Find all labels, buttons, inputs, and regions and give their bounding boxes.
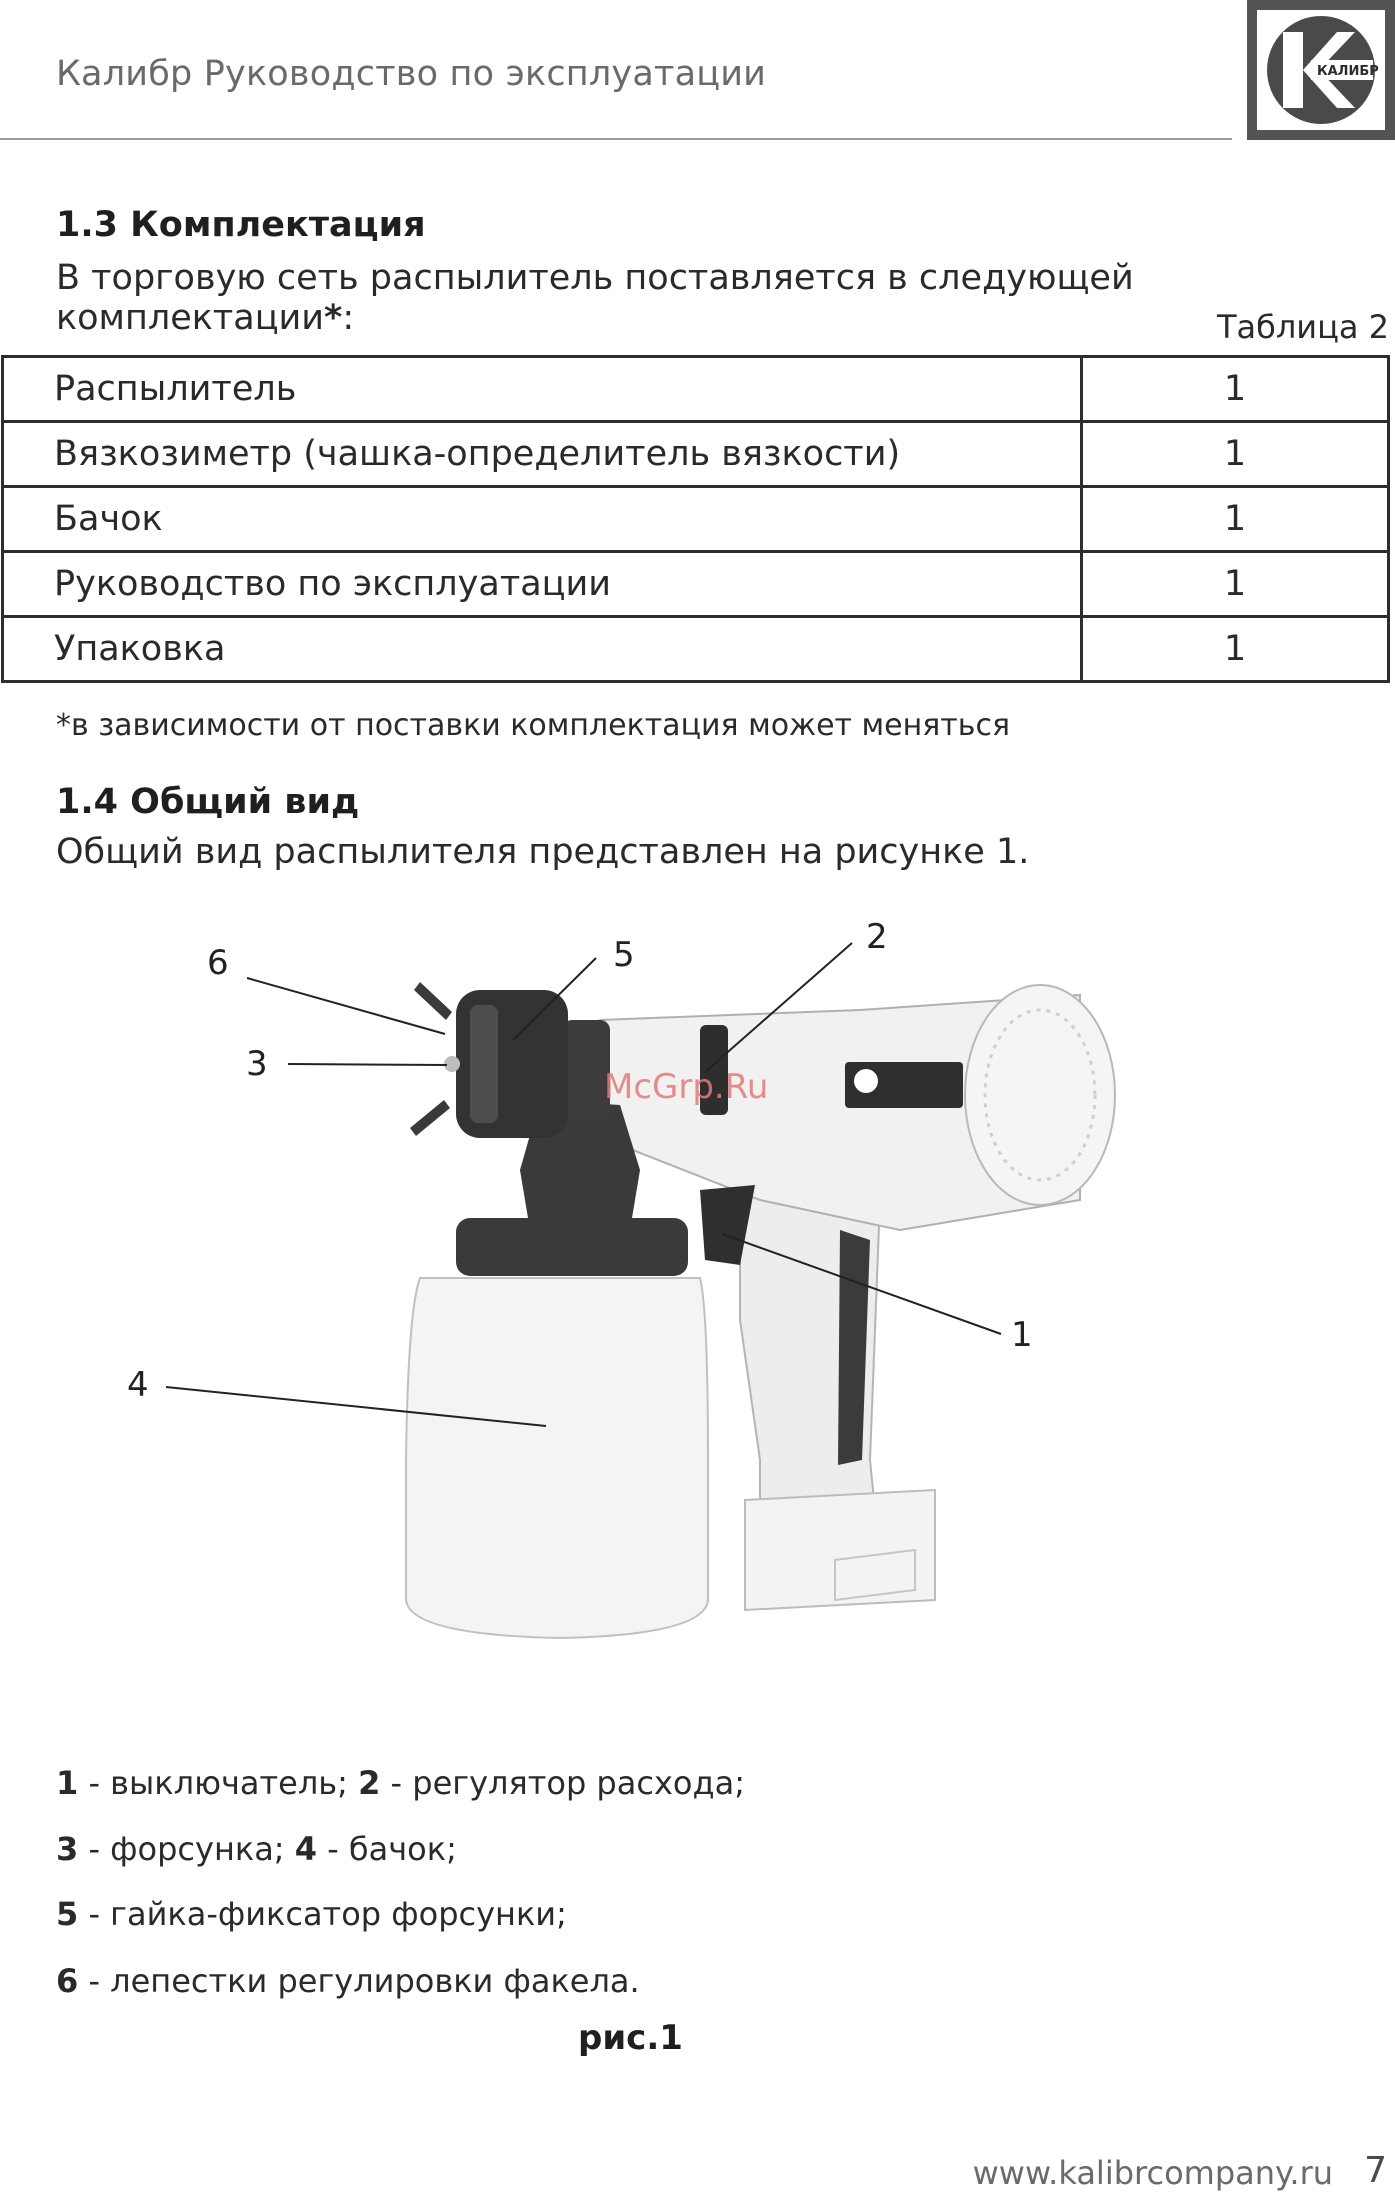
- table-cell-qty: 1: [1082, 617, 1389, 682]
- section-heading-general-view: 1.4 Общий вид: [56, 782, 360, 822]
- document-header-title: Калибр Руководство по эксплуатации: [56, 54, 767, 94]
- legend-text: - лепестки регулировки факела.: [78, 1962, 640, 2000]
- callout-label-4: 4: [127, 1365, 149, 1405]
- callout-line-6: [247, 978, 445, 1034]
- kit-intro: [56, 258, 1395, 338]
- table-cell-qty: 1: [1082, 357, 1389, 422]
- table-row: [3, 422, 1389, 487]
- legend-line: [56, 1895, 567, 1933]
- legend-text: - выключатель;: [78, 1764, 359, 1802]
- legend-number: 2: [358, 1764, 381, 1802]
- page-number: 7: [1364, 2150, 1387, 2191]
- kalibr-logo: [1247, 0, 1395, 140]
- legend-line: [56, 1830, 457, 1868]
- kit-table: [1, 355, 1390, 683]
- kit-intro-colon: :: [342, 298, 355, 338]
- section-heading-kit: 1.3 Комплектация: [56, 205, 426, 245]
- legend-number: 5: [56, 1895, 79, 1933]
- table-cell-item: Вязкозиметр (чашка-определитель вязкости): [3, 422, 1082, 487]
- legend-number: 6: [56, 1962, 79, 2000]
- kit-footnote: *в зависимости от поставки комплектация может меняться: [56, 708, 1010, 743]
- callout-label-5: 5: [613, 935, 635, 975]
- footer-website: www.kalibrcompany.ru: [972, 2154, 1333, 2192]
- legend-line: [56, 1962, 640, 2000]
- general-view-text: Общий вид распылителя представлен на рисунке 1.: [56, 832, 1030, 872]
- table-cell-item: Бачок: [3, 487, 1082, 552]
- legend-number: 4: [294, 1830, 318, 1868]
- legend-text: - гайка-фиксатор форсунки;: [78, 1895, 567, 1933]
- kit-intro-asterisk: *: [324, 298, 343, 338]
- callout-label-6: 6: [207, 943, 229, 983]
- table-cell-qty: 1: [1082, 487, 1389, 552]
- callout-label-2: 2: [866, 917, 888, 957]
- watermark-text: McGrp.Ru: [604, 1067, 769, 1107]
- table-row: [3, 552, 1389, 617]
- table-caption: Таблица 2: [1216, 308, 1389, 346]
- legend-text: - форсунка;: [78, 1830, 295, 1868]
- table-row: [3, 617, 1389, 682]
- header-divider: [0, 138, 1232, 140]
- legend-text: - регулятор расхода;: [380, 1764, 745, 1802]
- callout-label-3: 3: [246, 1044, 268, 1084]
- table-cell-item: Руководство по эксплуатации: [3, 552, 1082, 617]
- callout-label-1: 1: [1011, 1315, 1033, 1355]
- callout-line-3: [288, 1064, 447, 1065]
- table-cell-item: Упаковка: [3, 617, 1082, 682]
- legend-number: 1: [56, 1764, 79, 1802]
- table-row: [3, 487, 1389, 552]
- legend-number: 3: [56, 1830, 79, 1868]
- table-row: [3, 357, 1389, 422]
- legend-text: - бачок;: [317, 1830, 457, 1868]
- logo-text: КАЛИБР: [1317, 64, 1379, 79]
- table-cell-qty: 1: [1082, 552, 1389, 617]
- figure-caption: рис.1: [578, 2018, 683, 2058]
- kalibr-logo-mark: [1257, 10, 1385, 130]
- table-cell-item: Распылитель: [3, 357, 1082, 422]
- spray-gun-figure: [0, 900, 1395, 1660]
- kit-intro-text: В торговую сеть распылитель поставляется в следующей комплектации: [56, 258, 1134, 338]
- table-cell-qty: 1: [1082, 422, 1389, 487]
- legend-line: [56, 1764, 745, 1802]
